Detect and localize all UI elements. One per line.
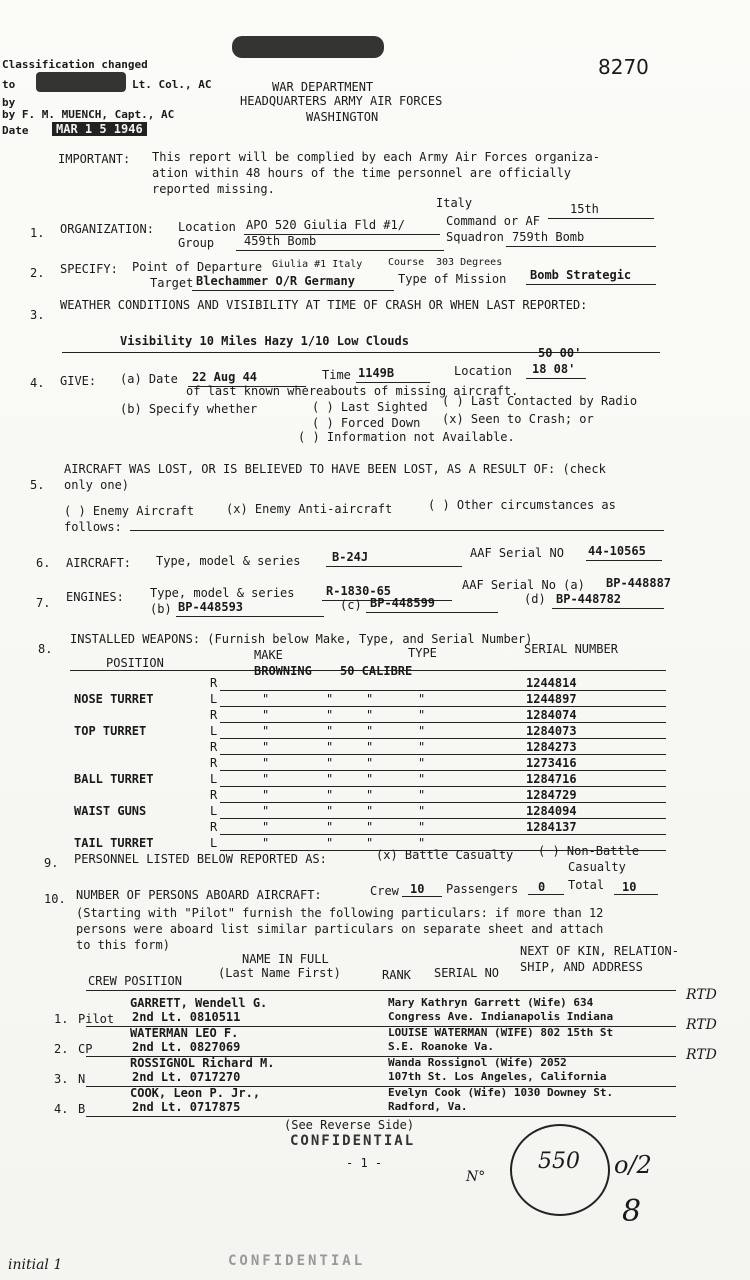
weapon-position: NOSE TURRET [74, 692, 154, 706]
date-stamp: MAR 1 5 1946 [52, 122, 147, 136]
total-count: 10 [622, 880, 637, 894]
ditto-mark: " [366, 820, 374, 834]
departure-label: Point of Departure [132, 260, 263, 274]
ditto-mark: " [418, 788, 426, 802]
weapon-side: R [210, 676, 218, 690]
crew-name: WATERMAN LEO F. [130, 1026, 239, 1040]
row-line [220, 754, 666, 755]
date-a-label: (a) Date [120, 372, 178, 386]
h-kin1: NEXT OF KIN, RELATION- [520, 944, 679, 958]
s10-line3: persons were aboard list similar particulars on separate sheet and attach [76, 922, 604, 936]
command-value: 15th [570, 202, 599, 216]
weapon-side: L [210, 724, 218, 738]
weapon-serial: 1284073 [526, 724, 577, 738]
weapon-side: L [210, 772, 218, 786]
important-label: IMPORTANT: [58, 152, 131, 166]
weapon-side: L [210, 836, 218, 850]
crew-mark: RTD [686, 987, 717, 1003]
ditto-mark: " [366, 756, 374, 770]
ditto-mark: " [326, 708, 334, 722]
crew-mark: RTD [686, 1017, 717, 1033]
weapon-serial: 1284137 [526, 820, 577, 834]
s10-line2: (Starting with "Pilot" furnish the following particulars: if more than 12 [76, 906, 604, 920]
s2-label: SPECIFY: [60, 262, 118, 276]
s4-label: GIVE: [60, 374, 97, 388]
ditto-mark: " [262, 724, 270, 738]
engine-serial-c: BP-448599 [370, 596, 436, 610]
crew-kin-line2: Congress Ave. Indianapolis Indiana [388, 1010, 614, 1023]
ltcol-text: Lt. Col., AC [132, 78, 212, 91]
aircraft-type-label: Type, model & series [156, 554, 301, 568]
target-value: Blechammer O/R Germany [196, 274, 355, 288]
s9-label: PERSONNEL LISTED BELOW REPORTED AS: [74, 852, 327, 866]
row-line [220, 770, 666, 771]
opt-enemy-aircraft: ( ) Enemy Aircraft [64, 504, 195, 518]
weapon-position: TOP TURRET [74, 724, 147, 738]
crew-kin-line2: S.E. Roanoke Va. [388, 1040, 494, 1053]
ditto-mark: " [366, 708, 374, 722]
mission-value: Bomb Strategic [530, 268, 632, 282]
ditto-mark: " [262, 772, 270, 786]
row-line [220, 834, 666, 835]
ditto-mark: " [326, 692, 334, 706]
location-label-4: Location [454, 364, 512, 378]
weapon-serial: 1244814 [526, 676, 577, 690]
ditto-mark: " [418, 836, 426, 850]
ditto-mark: " [366, 836, 374, 850]
engine-serial-d: BP-448782 [556, 592, 622, 606]
weapon-position: TAIL TURRET [74, 836, 154, 850]
fraction-top: o/2 [614, 1151, 652, 1179]
ditto-mark: " [418, 756, 426, 770]
redaction-stamp [36, 72, 126, 92]
weapon-make: BROWNING [254, 664, 312, 678]
row-line [220, 722, 666, 723]
weapon-position: BALL TURRET [74, 772, 154, 786]
course-value: 303 Degrees [436, 257, 503, 268]
opt-seen-crash: (x) Seen to Crash; or [442, 412, 594, 426]
s5-number: 5. [30, 478, 45, 492]
crew-name: GARRETT, Wendell G. [130, 996, 268, 1010]
ditto-mark: " [418, 740, 426, 754]
s7-number: 7. [36, 596, 51, 610]
weapon-side: R [210, 820, 218, 834]
important-line3: reported missing. [152, 182, 275, 196]
squadron-value: 759th Bomb [512, 230, 585, 244]
h-crew-position: CREW POSITION [88, 974, 182, 988]
location-value: APO 520 Giulia Fld #1/ [246, 218, 405, 232]
target-label: Target [150, 276, 194, 290]
crash-date: 22 Aug 44 [192, 370, 258, 384]
crew-count: 10 [410, 882, 425, 896]
ditto-mark: " [418, 820, 426, 834]
weapon-side: L [210, 692, 218, 706]
washington: WASHINGTON [306, 110, 379, 124]
specify-whether: (b) Specify whether [120, 402, 258, 416]
s2-number: 2. [30, 266, 45, 280]
ditto-mark: " [366, 788, 374, 802]
s1-number: 1. [30, 226, 45, 240]
passengers-label: Passengers [446, 882, 519, 896]
bottom-initial: initial 1 [8, 1257, 63, 1273]
ditto-mark: " [418, 692, 426, 706]
col-type: TYPE [408, 646, 437, 660]
engine-c-label: (c) [340, 598, 362, 612]
s3-label: WEATHER CONDITIONS AND VISIBILITY AT TIME OF CRASH OR WHEN LAST REPORTED: [60, 298, 588, 312]
italy-text: Italy [436, 196, 473, 210]
time-label: Time [322, 368, 351, 382]
row-line [220, 802, 666, 803]
ditto-mark: " [366, 724, 374, 738]
total-label: Total [568, 878, 605, 892]
h-name2: (Last Name First) [218, 966, 341, 980]
ditto-mark: " [262, 756, 270, 770]
row-line [220, 706, 666, 707]
crew-position: N [78, 1072, 86, 1086]
crew-position: CP [78, 1042, 93, 1056]
non-battle: ( ) Non-Battle [538, 844, 640, 858]
location-label: Location [178, 220, 236, 234]
ditto-mark: " [326, 740, 334, 754]
departure-value: Giulia #1 Italy [272, 259, 363, 270]
engine-type: R-1830-65 [326, 584, 392, 598]
ditto-mark: " [326, 804, 334, 818]
s8-number: 8. [38, 642, 53, 656]
row-line [220, 818, 666, 819]
ditto-mark: " [262, 692, 270, 706]
weapon-serial: 1284729 [526, 788, 577, 802]
s5-line2: only one) [64, 478, 130, 492]
crew-row-line [86, 1116, 676, 1117]
location-lat: 50 00' [538, 346, 582, 360]
engine-d-label: (d) [524, 592, 546, 606]
s5-line1: AIRCRAFT WAS LOST, OR IS BELIEVED TO HAVE BEEN LOST, AS A RESULT OF: (check [64, 462, 606, 476]
squadron-label: Squadron [446, 230, 504, 244]
fraction-bottom: 8 [622, 1194, 642, 1229]
ditto-mark: " [262, 804, 270, 818]
mission-label: Type of Mission [398, 272, 507, 286]
circle-number: 550 [538, 1149, 580, 1174]
col-position: POSITION [106, 656, 164, 670]
of-last-known: of last known whereabouts of missing aircraft. [186, 384, 519, 398]
war-department: WAR DEPARTMENT [272, 80, 374, 94]
s4-number: 4. [30, 376, 45, 390]
h-rank: RANK [382, 968, 411, 982]
by-officer: by F. M. MUENCH, Capt., AC [2, 108, 175, 121]
crew-name: COOK, Leon P. Jr., [130, 1086, 261, 1100]
crew-kin-line1: Wanda Rossignol (Wife) 2052 [388, 1056, 567, 1069]
h-name1: NAME IN FULL [242, 952, 329, 966]
aircraft-type: B-24J [332, 550, 369, 564]
row-line [220, 786, 666, 787]
s10-line4: to this form) [76, 938, 170, 952]
classification-label: Classification changed [2, 58, 148, 71]
weapon-serial: 1244897 [526, 692, 577, 706]
ditto-mark: " [326, 836, 334, 850]
col-serial: SERIAL NUMBER [524, 642, 618, 656]
s3-number: 3. [30, 308, 45, 322]
weapon-serial: 1284074 [526, 708, 577, 722]
aircraft-serial: 44-10565 [588, 544, 646, 558]
non-battle-casualty: Casualty [568, 860, 626, 874]
ditto-mark: " [418, 708, 426, 722]
s9-number: 9. [44, 856, 59, 870]
crew-number: 1. [54, 1012, 69, 1026]
crew-rank-serial: 2nd Lt. 0717875 [132, 1100, 241, 1114]
crew-rank-serial: 2nd Lt. 0827069 [132, 1040, 241, 1054]
ditto-mark: " [326, 788, 334, 802]
opt-forced-down: ( ) Forced Down [312, 416, 421, 430]
opt-last-contacted: ( ) Last Contacted by Radio [442, 394, 638, 408]
group-label: Group [178, 236, 215, 250]
ditto-mark: " [366, 772, 374, 786]
ditto-mark: " [262, 740, 270, 754]
crew-position: Pilot [78, 1012, 115, 1026]
crew-number: 3. [54, 1072, 69, 1086]
engine-type-label: Type, model & series [150, 586, 295, 600]
opt-last-sighted: ( ) Last Sighted [312, 400, 428, 414]
engine-b-label: (b) [150, 602, 172, 616]
h-serial: SERIAL NO [434, 966, 500, 980]
by-label: by [2, 96, 16, 109]
engine-serial-b: BP-448593 [178, 600, 244, 614]
ditto-mark: " [262, 708, 270, 722]
important-line1: This report will be complied by each Army Air Forces organiza- [152, 150, 600, 164]
command-label: Command or AF [446, 214, 540, 228]
location-long: 18 08' [532, 362, 576, 376]
weapon-side: L [210, 804, 218, 818]
battle-casualty: (x) Battle Casualty [376, 848, 514, 862]
bottom-stamp: CONFIDENTIAL [228, 1253, 366, 1269]
crew-kin-line2: Radford, Va. [388, 1100, 468, 1113]
to-label: to [2, 78, 16, 91]
crew-label: Crew [370, 884, 399, 898]
course-label: Course [388, 257, 425, 268]
weapon-serial: 1284094 [526, 804, 577, 818]
crew-number: 4. [54, 1102, 69, 1116]
engine-serial-label: AAF Serial No (a) [462, 578, 585, 592]
see-reverse: (See Reverse Side) [284, 1118, 415, 1132]
document-number: 8270 [598, 55, 649, 79]
group-value: 459th Bomb [244, 234, 317, 248]
weapon-side: R [210, 788, 218, 802]
no-label: N° [466, 1169, 486, 1185]
ditto-mark: " [326, 820, 334, 834]
important-line2: ation within 48 hours of the time personnel are officially [152, 166, 572, 180]
opt-other: ( ) Other circumstances as [428, 498, 616, 512]
s8-label: INSTALLED WEAPONS: (Furnish below Make, Type, and Serial Number) [70, 632, 533, 646]
s10-label: NUMBER OF PERSONS ABOARD AIRCRAFT: [76, 888, 322, 902]
weapon-side: R [210, 756, 218, 770]
weapon-side: R [210, 740, 218, 754]
s1-label: ORGANIZATION: [60, 222, 154, 236]
s7-label: ENGINES: [66, 590, 124, 604]
ditto-mark: " [418, 804, 426, 818]
h-kin2: SHIP, AND ADDRESS [520, 960, 643, 974]
date-label: Date [2, 124, 29, 137]
crew-kin-line1: Evelyn Cook (Wife) 1030 Downey St. [388, 1086, 614, 1099]
weapon-serial: 1273416 [526, 756, 577, 770]
s10-number: 10. [44, 892, 66, 906]
ditto-mark: " [366, 740, 374, 754]
ditto-mark: " [326, 724, 334, 738]
weapon-type: 50 CALIBRE [340, 664, 413, 678]
crew-mark: RTD [686, 1047, 717, 1063]
ditto-mark: " [262, 788, 270, 802]
confidential-stamp: CONFIDENTIAL [290, 1133, 416, 1149]
opt-enemy-antiaircraft: (x) Enemy Anti-aircraft [226, 502, 393, 516]
weapon-serial: 1284273 [526, 740, 577, 754]
crew-position: B [78, 1102, 86, 1116]
weather-value: Visibility 10 Miles Hazy 1/10 Low Clouds [120, 334, 409, 348]
passengers-count: 0 [538, 880, 546, 894]
s6-label: AIRCRAFT: [66, 556, 132, 570]
crew-kin-line1: LOUISE WATERMAN (WIFE) 802 15th St [388, 1026, 614, 1039]
row-line [220, 690, 666, 691]
ditto-mark: " [418, 772, 426, 786]
crew-rank-serial: 2nd Lt. 0810511 [132, 1010, 241, 1024]
ditto-mark: " [366, 692, 374, 706]
crew-rank-serial: 2nd Lt. 0717270 [132, 1070, 241, 1084]
s6-number: 6. [36, 556, 51, 570]
ditto-mark: " [418, 724, 426, 738]
hq-army-air-forces: HEADQUARTERS ARMY AIR FORCES [240, 94, 443, 108]
aircraft-serial-label: AAF Serial NO [470, 546, 564, 560]
ditto-mark: " [326, 756, 334, 770]
page-number: - 1 - [346, 1156, 383, 1170]
weapon-side: R [210, 708, 218, 722]
crash-time: 1149B [358, 366, 395, 380]
col-make: MAKE [254, 648, 283, 662]
opt-not-available: ( ) Information not Available. [298, 430, 515, 444]
redaction-blot [232, 36, 384, 58]
crew-kin-line1: Mary Kathryn Garrett (Wife) 634 [388, 996, 594, 1009]
ditto-mark: " [262, 836, 270, 850]
engine-serial-a: BP-448887 [606, 576, 672, 590]
weapon-serial: 1284716 [526, 772, 577, 786]
s5-follows: follows: [64, 520, 122, 534]
row-line [220, 738, 666, 739]
ditto-mark: " [262, 820, 270, 834]
crew-kin-line2: 107th St. Los Angeles, California [388, 1070, 607, 1083]
weapon-position: WAIST GUNS [74, 804, 147, 818]
ditto-mark: " [366, 804, 374, 818]
crew-number: 2. [54, 1042, 69, 1056]
crew-name: ROSSIGNOL Richard M. [130, 1056, 275, 1070]
ditto-mark: " [326, 772, 334, 786]
